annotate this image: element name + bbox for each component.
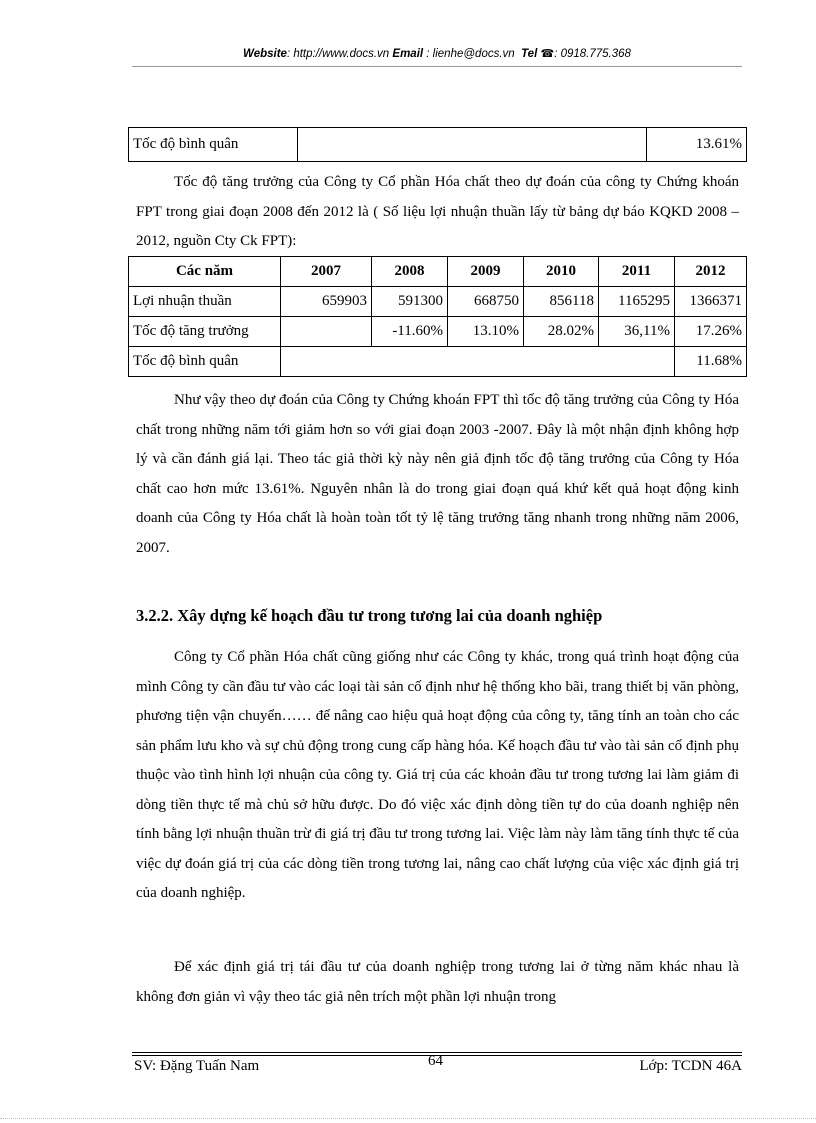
table-cell: 11.68% [675,347,747,377]
table-cell: 1366371 [675,287,747,317]
website-value: : http://www.docs.vn [286,48,390,60]
phone-icon: ☎ [540,48,555,60]
table-cell: -11.60% [372,317,448,347]
table-cell: 591300 [372,287,448,317]
row-label: Tốc độ bình quân [129,347,281,377]
average-rate-table-top [128,127,747,162]
footer-student: SV: Đặng Tuấn Nam [134,1058,260,1074]
column-header: 2011 [599,257,675,287]
table-cell-label: Tốc độ bình quân [129,128,298,162]
table-row [129,287,747,317]
row-label: Lợi nhuận thuần [129,287,281,317]
table-cell [281,317,372,347]
column-header: 2007 [281,257,372,287]
table-cell: 1165295 [599,287,675,317]
tel-value: : 0918.775.368 [554,48,631,60]
paragraph-analysis: Như vậy theo dự đoán của Công ty Chứng khoán FPT thì tốc độ tăng trưởng của Công ty Hóa chất trong những năm tới giảm hơn so với giai đoạn 2003 -2007. Đây là một nhận định không hợp lý và cần đánh giá lại. Theo tác giả thời kỳ này nên giả định tốc độ tăng trưởng của Công ty Hóa chất cao hơn mức 13.61%. Nguyên nhân là do trong giai đoạn quá khứ kết quả hoạt động kinh doanh của Công ty Hóa chất là hoàn toàn tốt tỷ lệ tăng trưởng tăng nhanh trong những năm 2006, 2007. [136,392,739,556]
table-row [129,128,747,162]
section-heading: 3.2.2. Xây dựng kế hoạch đầu tư trong tương lai của doanh nghiệp [136,606,603,625]
paragraph-forecast-intro: Tốc độ tăng trưởng của Công ty Cổ phần Hóa chất theo dự đoán của công ty Chứng khoán FPT trong giai đoạn 2008 đến 2012 là ( Số liệu lợi nhuận thuần lấy từ bảng dự báo KQKD 2008 – 2012, nguồn Cty Ck FPT): [136,174,739,249]
table-cell: 36,11% [599,317,675,347]
table-cell: 13.10% [448,317,524,347]
table-cell: 856118 [524,287,599,317]
column-header: Các năm [129,257,281,287]
table-cell-empty [281,347,675,377]
table-row [129,317,747,347]
column-header: 2012 [675,257,747,287]
table-cell: 659903 [281,287,372,317]
page-header [132,47,742,60]
table-cell-empty [298,128,647,162]
table-cell-value: 13.61% [647,128,747,162]
page-number: 64 [428,1053,443,1069]
tel-label: Tel [521,48,538,60]
table-header-row [129,257,747,287]
footer-class: Lớp: TCDN 46A [639,1058,742,1074]
paragraph-reinvestment: Để xác định giá trị tái đầu tư của doanh nghiệp trong tương lai ở từng năm khác nhau là không đơn giản vì vậy theo tác giả nên trích một phần lợi nhuận trong [136,959,739,1005]
website-label: Website [243,48,287,60]
row-label: Tốc độ tăng trưởng [129,317,281,347]
table-cell: 17.26% [675,317,747,347]
page-break-line [0,1118,816,1119]
column-header: 2009 [448,257,524,287]
email-label: Email [392,48,424,60]
email-value: : lienhe@docs.vn [423,48,515,60]
column-header: 2010 [524,257,599,287]
table-cell: 28.02% [524,317,599,347]
table-cell: 668750 [448,287,524,317]
column-header: 2008 [372,257,448,287]
header-rule [132,66,742,67]
paragraph-investment-plan: Công ty Cổ phần Hóa chất cũng giống như các Công ty khác, trong quá trình hoạt động của mình Công ty cần đầu tư vào các loại tài sản cố định như hệ thống kho bãi, trang thiết bị văn phòng, phương tiện vận chuyển…… để nâng cao hiệu quả hoạt động của công ty, tăng tính an toàn cho các sản phẩm lưu kho và sự chủ động trong cung cấp hàng hóa. Kế hoạch đầu tư vào tài sản cố định phụ thuộc vào tình hình lợi nhuận của công ty. Giá trị của các khoản đầu tư trong tương lai làm giảm đi dòng tiền thực tế mà chủ sở hữu được. Do đó việc xác định dòng tiền tự do của doanh nghiệp nên tính bằng lợi nhuận thuần trừ đi giá trị đầu tư trong tương lai. Việc làm này làm tăng tính thực tế của việc dự đoán giá trị của các dòng tiền trong tương lai, nâng cao chất lượng của việc xác định giá trị của doanh nghiệp. [136,649,739,901]
table-row [129,347,747,377]
profit-forecast-table [128,256,747,377]
